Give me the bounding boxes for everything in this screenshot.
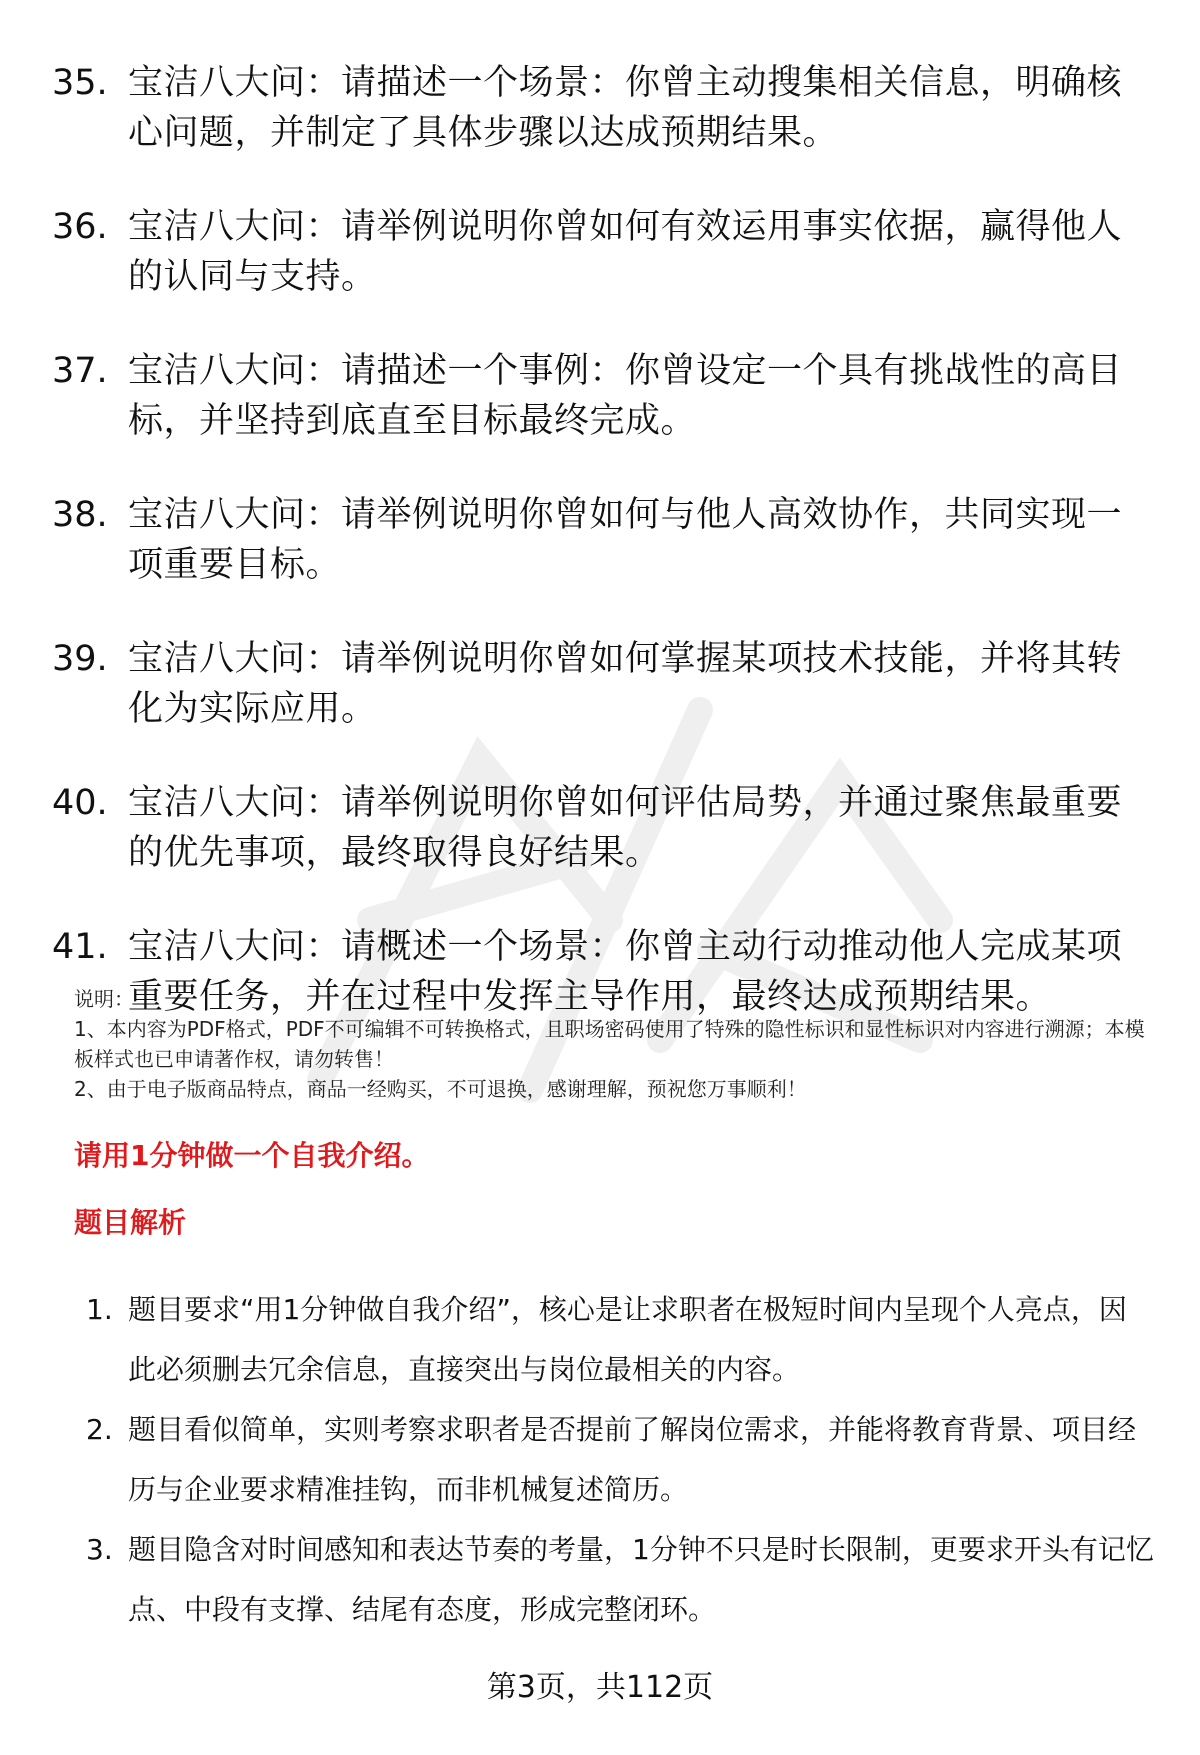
question-title: 请用1分钟做一个自我介绍。 — [74, 1139, 430, 1172]
question-text: 宝洁八大问：请描述一个场景：你曾主动搜集相关信息，明确核心问题，并制定了具体步骤以达成预期结果。 — [128, 63, 1123, 153]
question-number: 38. — [52, 495, 108, 535]
list-item — [52, 202, 1152, 302]
list-item — [52, 346, 1152, 446]
analysis-text: 题目要求“用1分钟做自我介绍”，核心是让求职者在极短时间内呈现个人亮点，因此必须删去冗余信息，直接突出与岗位最相关的内容。 — [128, 1293, 1127, 1386]
notes-line-2: 2、由于电子版商品特点，商品一经购买，不可退换，感谢理解，预祝您万事顺利！ — [74, 1077, 807, 1101]
question-text: 宝洁八大问：请举例说明你曾如何评估局势，并通过聚焦最重要的优先事项，最终取得良好结果。 — [128, 783, 1123, 873]
analysis-title: 题目解析 — [74, 1206, 187, 1239]
analysis-text: 题目看似简单，实则考察求职者是否提前了解岗位需求，并能将教育背景、项目经历与企业要求精准挂钩，而非机械复述简历。 — [128, 1413, 1137, 1506]
question-list — [52, 58, 1152, 1066]
list-item — [52, 778, 1152, 878]
notes-line-1: 1、本内容为PDF格式，PDF不可编辑不可转换格式，且职场密码使用了特殊的隐性标识和显性标识对内容进行溯源；本模板样式也已申请著作权，请勿转售！ — [74, 1017, 1145, 1071]
question-number: 39. — [52, 639, 108, 679]
list-item — [52, 490, 1152, 590]
question-number: 41. — [52, 927, 108, 967]
analysis-number: 1. — [86, 1293, 113, 1326]
notes-section — [74, 984, 1164, 1104]
analysis-number: 3. — [86, 1533, 113, 1566]
list-item — [74, 1520, 1154, 1640]
question-number: 37. — [52, 351, 108, 391]
question-number: 35. — [52, 63, 108, 103]
list-item — [74, 1400, 1154, 1520]
question-text: 宝洁八大问：请描述一个事例：你曾设定一个具有挑战性的高目标，并坚持到底直至目标最终完成。 — [128, 351, 1123, 441]
question-number: 36. — [52, 207, 108, 247]
question-text: 宝洁八大问：请举例说明你曾如何与他人高效协作，共同实现一项重要目标。 — [128, 495, 1123, 585]
analysis-number: 2. — [86, 1413, 113, 1446]
list-item — [52, 634, 1152, 734]
question-text: 宝洁八大问：请举例说明你曾如何掌握某项技术技能，并将其转化为实际应用。 — [128, 639, 1123, 729]
analysis-text: 题目隐含对时间感知和表达节奏的考量，1分钟不只是时长限制，更要求开头有记忆点、中段有支撑、结尾有态度，形成完整闭环。 — [128, 1533, 1154, 1626]
list-item — [74, 1280, 1154, 1400]
analysis-list — [74, 1280, 1154, 1640]
page-footer: 第3页，共112页 — [486, 1670, 714, 1705]
question-text: 宝洁八大问：请概述一个场景：你曾主动行动推动他人完成某项重要任务，并在过程中发挥主导作用，最终达成预期结果。 — [128, 927, 1123, 1017]
question-number: 40. — [52, 783, 108, 823]
question-text: 宝洁八大问：请举例说明你曾如何有效运用事实依据，赢得他人的认同与支持。 — [128, 207, 1123, 297]
list-item — [52, 58, 1152, 158]
notes-heading: 说明： — [74, 987, 134, 1011]
